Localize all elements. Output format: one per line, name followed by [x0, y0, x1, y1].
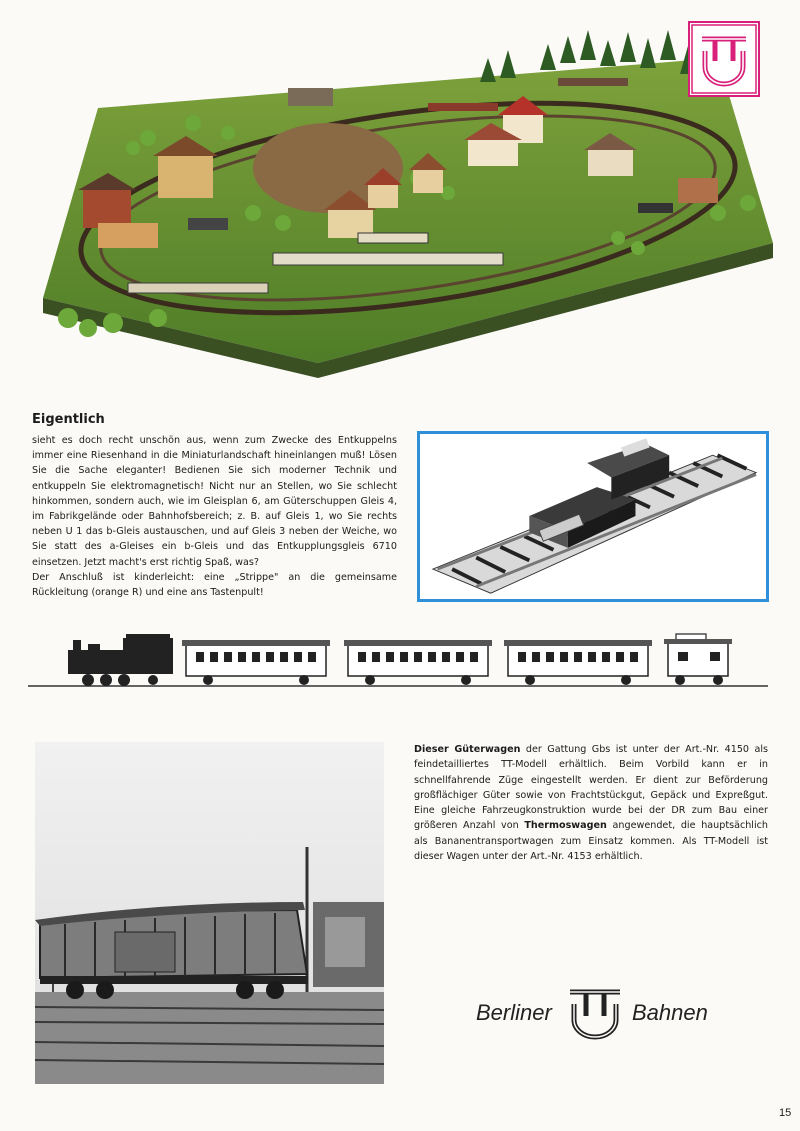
brand-right-word: Bahnen: [632, 1000, 708, 1025]
steam-locomotive-icon: [68, 634, 173, 686]
tt-brand-mark-icon: [564, 984, 626, 1042]
tt-logo-icon: [688, 21, 760, 97]
berliner-tt-bahnen-logo: [476, 984, 716, 1042]
freight-car-description: [414, 742, 768, 864]
article-heading: Eigentlich: [32, 412, 105, 427]
model-railway-layout-photo: [28, 18, 785, 380]
passenger-coach-icon: [344, 640, 492, 685]
freight-text-part1: der Gattung Gbs ist unter der Art.-Nr. 4150 als feindetailliertes TT-Modell erhältlich. Beim Vorbild kann er in schnellfahrende Züge eingestellt werden. Er dient zur Beförderung großflächiger Güter sowie von Frachtstückgut, Gepäck und Expreßgut. Eine gleiche Fahrzeugkonstruktion wurde bei der DR zum Bau einer größeren Anzahl von: [414, 744, 768, 832]
brand-left-word: Berliner: [476, 1000, 552, 1025]
article-body: [32, 433, 397, 600]
article-paragraph: sieht es doch recht unschön aus, wenn zum Zwecke des Entkuppelns immer eine Riesenhand in die Miniaturlandschaft hineinlangen muß! Lösen Sie die Sache eleganter! Bedienen Sie sich moderner Technik und entkuppeln Sie elektromagnetisch! Nicht nur an Stellen, wo Sie schlecht hinkommen, sondern auch, wie im Gleisplan 6, am Güterschuppen Gleis 4, im Fabrikgelände oder Bahnhofsbereich; z. B. auf Gleis 1, wo Sie rechts neben U 1 das b-Gleis austauschen, und auf Gleis 3 neben der Weiche, wo Sie statt des a-Gleises ein b-Gleis und das Entkupplungsgleis 6710 einsetzen. Jetzt macht's erst richtig Spaß, was?: [32, 435, 397, 568]
passenger-coach-icon: [504, 640, 652, 685]
baggage-car-icon: [664, 634, 732, 685]
page-number: 15: [779, 1107, 792, 1119]
freight-text-part2: angewendet, die hauptsächlich als Bananentransportwagen zum Einsatz kommen. Als TT-Modell ist dieser Wagen unter der Art.-Nr. 4153 erhältlich.: [414, 820, 768, 863]
freight-car-photo: [35, 742, 384, 1084]
uncoupling-track-illustration: [417, 431, 769, 602]
train-side-view-diagram: [28, 630, 768, 690]
freight-lead: Dieser Güterwagen: [414, 744, 521, 755]
freight-emphasis: Thermoswagen: [524, 820, 607, 832]
passenger-coach-icon: [182, 640, 330, 685]
article-paragraph-connection: Der Anschluß ist kinderleicht: eine „Strippe" an die gemeinsame Rückleitung (orange R) und eine ans Tastenpult!: [32, 571, 397, 599]
